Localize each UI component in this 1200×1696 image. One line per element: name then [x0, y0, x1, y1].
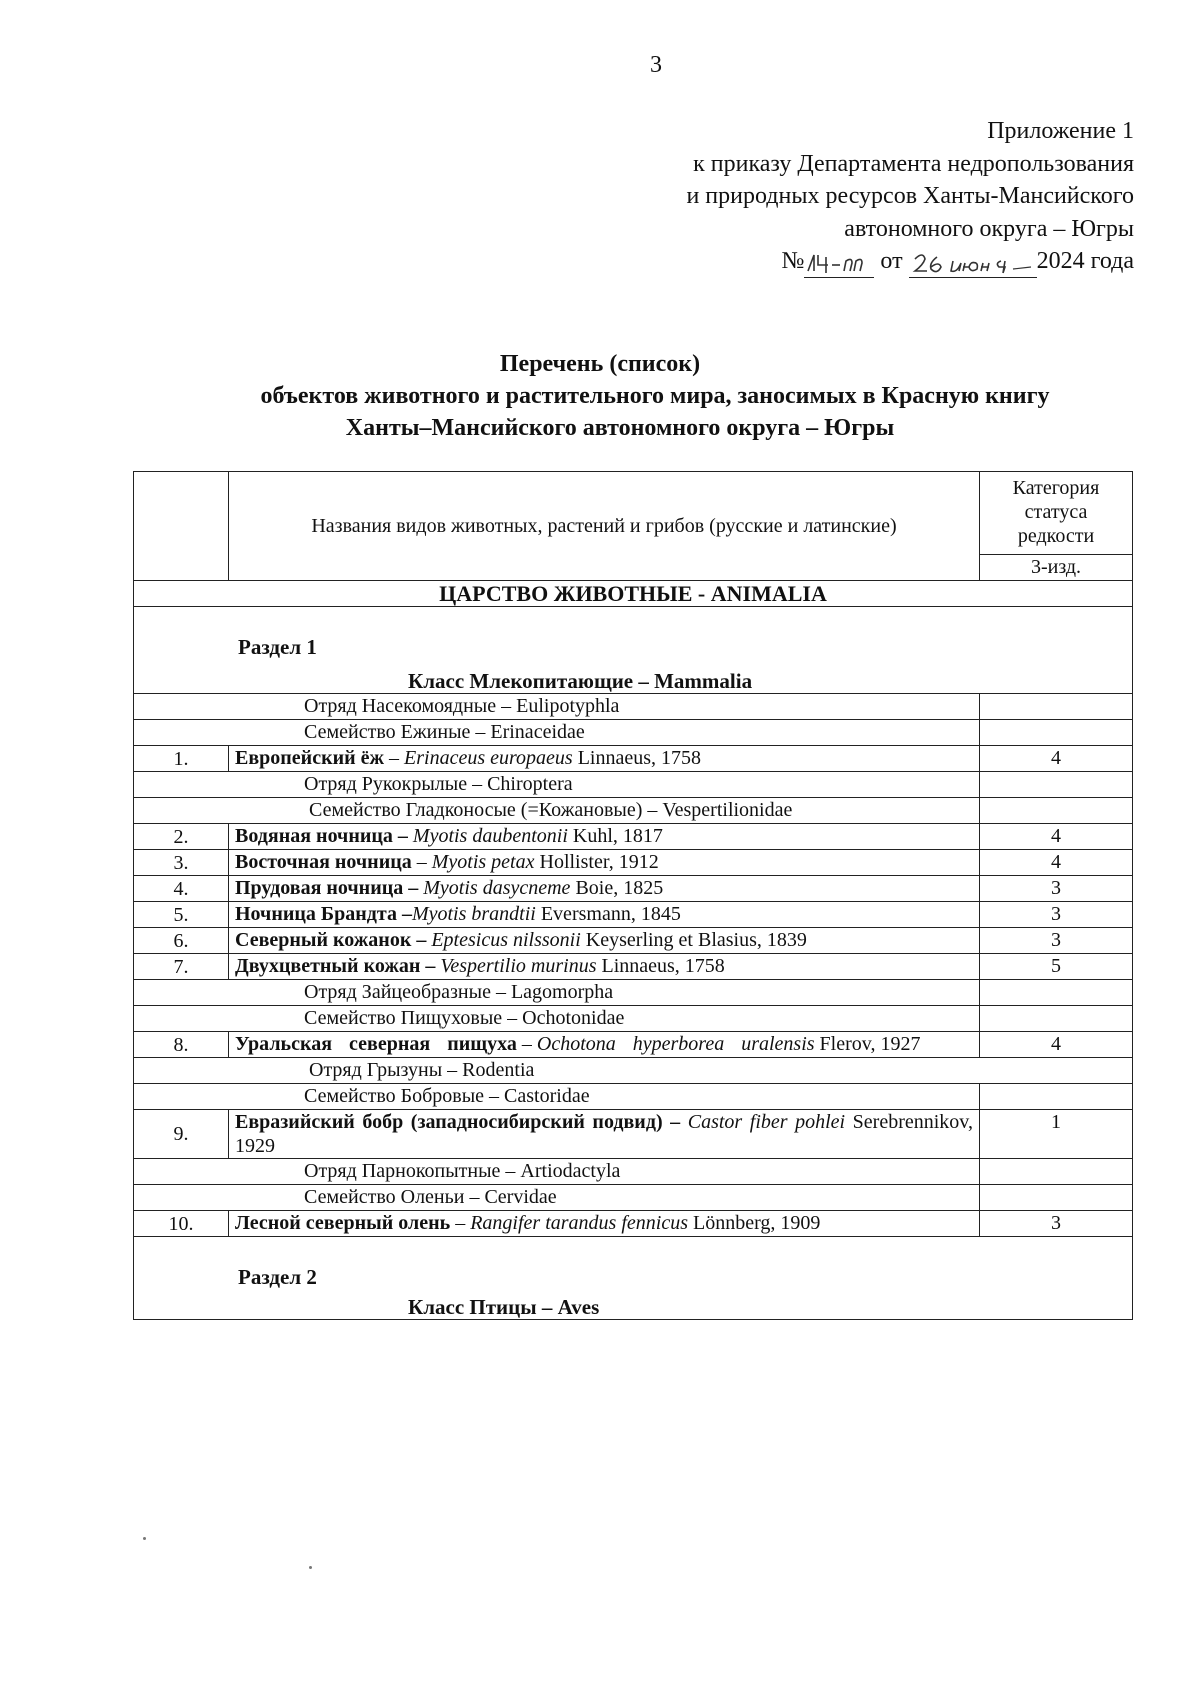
species-name-lat: Castor fiber pohlei [687, 1111, 846, 1133]
species-name-ru: Прудовая ночница – [235, 877, 419, 899]
species-name [229, 902, 980, 928]
title-line-1: Перечень (список) [499, 351, 701, 377]
species-category: 3 [980, 902, 1133, 928]
species-number: 2. [134, 824, 229, 850]
species-name-sep: – [450, 1212, 471, 1234]
approval-order-line [686, 245, 1134, 278]
species-number: 10. [134, 1211, 229, 1237]
species-row [134, 746, 1133, 772]
species-author: Keyserling et Blasius, 1839 [580, 929, 807, 951]
species-name-ru: Уральская северная пищуха [235, 1033, 517, 1055]
order-eulipotyphla: Отряд Насекомоядные – Eulipotyphla [134, 694, 980, 720]
order-lagomorpha: Отряд Зайцеобразные – Lagomorpha [134, 980, 980, 1006]
species-name [229, 1032, 980, 1058]
species-name-ru: Восточная ночница [235, 851, 412, 873]
species-author: Kuhl, 1817 [567, 825, 663, 847]
species-author: Lönnberg, 1909 [687, 1212, 821, 1234]
species-name-sep: – [384, 747, 405, 769]
empty-category-cell [980, 720, 1133, 746]
species-number: 4. [134, 876, 229, 902]
species-name-ru: Северный кожанок – [235, 929, 427, 951]
page-number: 3 [650, 52, 662, 78]
empty-category-cell [980, 1159, 1133, 1185]
year-suffix: 2024 года [1036, 248, 1134, 274]
species-author: Boie, 1825 [570, 877, 664, 899]
header-number-cell [134, 472, 229, 581]
species-name-lat: Ochotona hyperborea uralensis [536, 1033, 815, 1055]
species-name [229, 850, 980, 876]
kingdom-row [134, 581, 1133, 607]
species-name-lat: Myotis daubentonii [412, 825, 568, 847]
approval-line-4: автономного округа – Югры [844, 215, 1134, 242]
order-artiodactyla: Отряд Парнокопытные – Artiodactyla [134, 1159, 980, 1185]
order-row [134, 1159, 1133, 1185]
species-number: 6. [134, 928, 229, 954]
species-author: Flerov, 1927 [814, 1033, 921, 1055]
red-book-table [133, 471, 1133, 1320]
species-row [134, 902, 1133, 928]
species-author: Linnaeus, 1758 [596, 955, 725, 977]
title-line-2: объектов животного и растительного мира, заносимых в Красную книгу [260, 383, 1050, 409]
species-category: 4 [980, 1032, 1133, 1058]
order-row [134, 694, 1133, 720]
species-category: 3 [980, 876, 1133, 902]
section-1-label: Раздел 1 [238, 635, 317, 659]
species-name-lat: Myotis brandtii [411, 903, 536, 925]
order-number-handwritten [804, 249, 874, 278]
species-name-sep: – [516, 1033, 537, 1055]
species-author: Linnaeus, 1758 [572, 747, 701, 769]
empty-category-cell [980, 694, 1133, 720]
order-chiroptera: Отряд Рукокрылые – Chiroptera [134, 772, 980, 798]
empty-category-cell [980, 1185, 1133, 1211]
species-name-ru: Ночница Брандта – [235, 903, 412, 925]
species-name-lat: Rangifer tarandus fennicus [470, 1212, 688, 1234]
approval-block [686, 115, 1134, 278]
approval-line-3: и природных ресурсов Ханты-Мансийского [686, 183, 1134, 209]
species-row [134, 954, 1133, 980]
family-row [134, 1084, 1133, 1110]
species-category: 3 [980, 1211, 1133, 1237]
section-1-cell [134, 607, 1133, 694]
header-category: Категория статуса редкости [980, 472, 1133, 555]
order-row [134, 772, 1133, 798]
species-number: 7. [134, 954, 229, 980]
order-row [134, 1058, 1133, 1084]
handwriting-date [909, 249, 1037, 277]
species-name [229, 1211, 980, 1237]
species-category: 5 [980, 954, 1133, 980]
empty-category-cell [980, 980, 1133, 1006]
species-name [229, 746, 980, 772]
family-erinaceidae: Семейство Ежиные – Erinaceidae [134, 720, 980, 746]
species-name-lat: Vespertilio murinus [440, 955, 597, 977]
from-word: от [880, 248, 903, 274]
species-category: 4 [980, 824, 1133, 850]
species-category: 4 [980, 746, 1133, 772]
species-row [134, 876, 1133, 902]
family-cervidae: Семейство Оленьи – Cervidae [134, 1185, 980, 1211]
species-number: 9. [134, 1110, 229, 1159]
species-row [134, 850, 1133, 876]
species-number: 1. [134, 746, 229, 772]
family-row [134, 720, 1133, 746]
species-row [134, 928, 1133, 954]
species-number: 5. [134, 902, 229, 928]
species-name-sep: – [411, 851, 432, 873]
species-number: 8. [134, 1032, 229, 1058]
family-ochotonidae: Семейство Пищуховые – Ochotonidae [134, 1006, 980, 1032]
family-row [134, 1006, 1133, 1032]
section-1-class: Класс Млекопитающие – Mammalia [408, 669, 753, 693]
handwriting-number [804, 249, 874, 277]
species-name-lat: Eptesicus nilssonii [431, 929, 581, 951]
empty-category-cell [980, 1084, 1133, 1110]
species-name [229, 1110, 980, 1159]
section-2-cell [134, 1237, 1133, 1320]
species-name-lat: Myotis dasycneme [423, 877, 571, 899]
species-name-ru: Водяная ночница – [235, 825, 408, 847]
species-name [229, 954, 980, 980]
order-rodentia: Отряд Грызуны – Rodentia [134, 1058, 1133, 1084]
order-date-handwritten [909, 249, 1037, 278]
species-name-lat: Myotis petax [431, 851, 535, 873]
order-row [134, 980, 1133, 1006]
species-author: Eversmann, 1845 [535, 903, 681, 925]
species-row [134, 1032, 1133, 1058]
species-author: Serebrennikov, 1929 [235, 1111, 973, 1157]
section-2-class: Класс Птицы – Aves [408, 1295, 600, 1319]
species-name-ru: Двухцветный кожан – [235, 955, 436, 977]
species-number: 3. [134, 850, 229, 876]
species-category: 1 [980, 1110, 1133, 1159]
species-name-ru: Евразийский бобр (западносибирский подвид) – [235, 1111, 681, 1133]
scan-speck [309, 1566, 312, 1569]
table-header-row [134, 472, 1133, 555]
species-name-ru: Европейский ёж [235, 747, 385, 769]
header-edition: 3-изд. [980, 555, 1133, 581]
family-vespertilionidae: Семейство Гладконосые (=Кожановые) – Vespertilionidae [134, 798, 980, 824]
title-line-3: Ханты–Мансийского автономного округа – Югры [345, 415, 895, 441]
species-category: 4 [980, 850, 1133, 876]
species-name-sep [680, 1111, 688, 1133]
number-sign: № [781, 248, 805, 274]
family-row [134, 1185, 1133, 1211]
species-category: 3 [980, 928, 1133, 954]
scan-speck [143, 1537, 146, 1540]
header-name: Названия видов животных, растений и грибов (русские и латинские) [229, 472, 980, 581]
section-2-label: Раздел 2 [238, 1265, 317, 1289]
approval-line-1: Приложение 1 [987, 118, 1134, 144]
empty-category-cell [980, 772, 1133, 798]
family-castoridae: Семейство Бобровые – Castoridae [134, 1084, 980, 1110]
empty-category-cell [980, 798, 1133, 824]
family-row [134, 798, 1133, 824]
document-title [0, 348, 1200, 444]
species-author: Hollister, 1912 [534, 851, 659, 873]
empty-category-cell [980, 1006, 1133, 1032]
approval-line-2: к приказу Департамента недропользования [693, 150, 1134, 177]
species-name [229, 824, 980, 850]
kingdom-title: ЦАРСТВО ЖИВОТНЫЕ - ANIMALIA [134, 581, 1133, 607]
species-name-lat: Erinaceus europaeus [404, 747, 573, 769]
section-1-row [134, 607, 1133, 694]
species-name [229, 928, 980, 954]
species-name [229, 876, 980, 902]
species-name-ru: Лесной северный олень [235, 1212, 451, 1234]
species-row [134, 1211, 1133, 1237]
species-row [134, 1110, 1133, 1159]
section-2-row [134, 1237, 1133, 1320]
species-row [134, 824, 1133, 850]
